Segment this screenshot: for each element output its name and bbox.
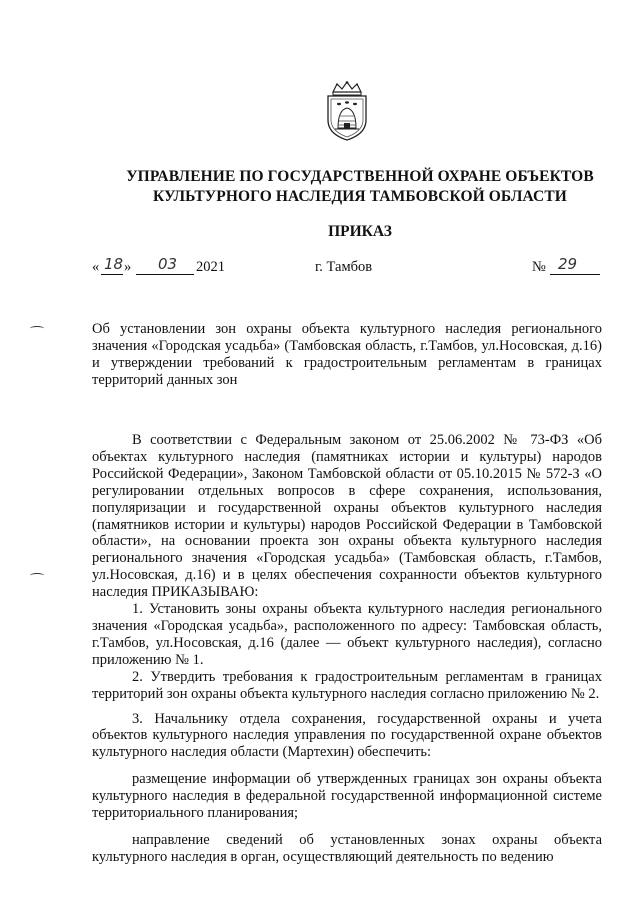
document-number: 29 <box>558 255 578 273</box>
organization-name <box>80 167 640 207</box>
organization-name-line2: КУЛЬТУРНОГО НАСЛЕДИЯ ТАМБОВСКОЙ ОБЛАСТИ <box>153 188 567 205</box>
organization-name-line1: УПРАВЛЕНИЕ ПО ГОСУДАРСТВЕННОЙ ОХРАНЕ ОБЪЕКТОВ <box>126 168 594 185</box>
order-item-3a: размещение информации об утвержденных границах зон охраны объекта культурного наследия в федеральной государственной информационной системе территориального планирования; <box>92 771 602 822</box>
binding-mark <box>30 573 44 578</box>
date-year: 2021 <box>196 259 225 275</box>
order-item-3: 3. Начальнику отдела сохранения, государственной охраны и учета объектов культурного наследия управления по государственной охране объектов культурного наследия области (Мартехин) обеспечить: <box>92 710 602 761</box>
document-subject: Об установлении зон охраны объекта культурного наследия регионального значения «Городская усадьба» (Тамбовская область, г.Тамбов, ул.Носовская, д.16) и утверждении требований к градостроительным регламентам в границах территорий данных зон <box>92 321 602 388</box>
binding-mark <box>30 326 44 331</box>
close-quote: » <box>124 259 132 275</box>
order-item-3b: направление сведений об установленных зонах охраны объекта культурного наследия в орган, осуществляющий деятельность по ведению <box>92 831 602 865</box>
order-item-1: 1. Установить зоны охраны объекта культурного наследия регионального значения «Городская усадьба», расположенного по адресу: Тамбовская область, г.Тамбов, ул.Носовская, д.16 (далее — объект культурного наследия), согласно приложению № 1. <box>92 601 602 668</box>
number-sign: № <box>532 259 546 275</box>
tambov-coat-of-arms-icon <box>322 80 372 142</box>
preamble-paragraph: В соответствии с Федеральным законом от 25.06.2002 № 73-ФЗ «Об объектах культурного наследия (памятниках истории и культуры) народов Российской Федерации», Законом Тамбовской области от 05.10.2015 № 572-З «О регулировании отдельных вопросов в сфере сохранения, использования, популяризации и государственной охраны объектов культурного наследия (памятников истории и культуры) народов Российской Федерации в Тамбовской области», на основании проекта зон охраны объекта культурного наследия регионального значения «Городская усадьба» (Тамбовская область, г.Тамбов, ул.Носовская, д.16) и в целях обеспечения сохранности объектов культурного наследия ПРИКАЗЫВАЮ: <box>92 432 602 601</box>
document-type: ПРИКАЗ <box>328 223 392 240</box>
open-quote: « <box>92 259 100 275</box>
city: г. Тамбов <box>315 259 373 275</box>
date-line <box>92 255 604 278</box>
coat-of-arms <box>322 80 372 142</box>
order-item-2: 2. Утвердить требования к градостроительным регламентам в границах территорий зон охраны объекта культурного наследия согласно приложению № 2. <box>92 668 602 702</box>
date-day: 18 <box>104 255 124 273</box>
date-month: 03 <box>158 255 178 273</box>
document-body <box>92 432 602 866</box>
